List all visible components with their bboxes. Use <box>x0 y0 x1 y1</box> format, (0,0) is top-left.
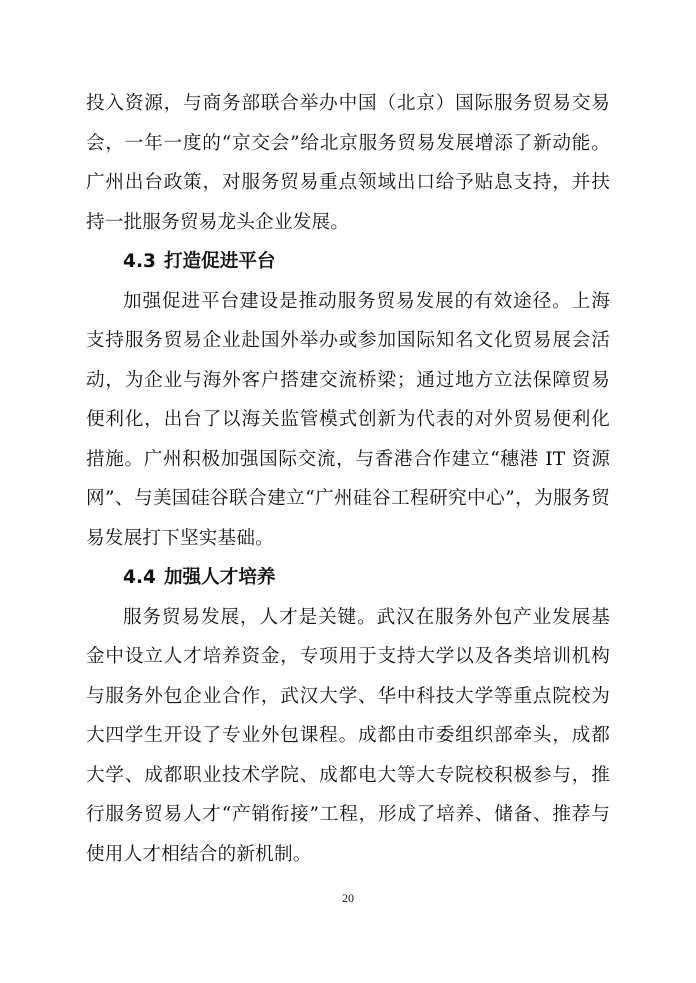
paragraph-talent: 服务贸易发展，人才是关键。武汉在服务外包产业发展基金中设立人才培养资金，专项用于支持大学以及各类培训机构与服务外包企业合作，武汉大学、华中科技大学等重点院校为大四学生开设了专业外包课程。成都由市委组织部牵头，成都大学、成都职业技术学院、成都电大等大专院校积极参与，推行服务贸易人才“产销衔接”工程，形成了培养、储备、推荐与使用人才相结合的新机制。 <box>86 606 610 865</box>
section-title: 打造促进平台 <box>163 251 276 272</box>
paragraph-continued: 投入资源，与商务部联合举办中国（北京）国际服务贸易交易会，一年一度的“京交会”给北京服务贸易发展增添了新动能。广州出台政策，对服务贸易重点领域出口给予贴息支持，并扶持一批服务贸易龙头企业发展。 <box>86 93 610 233</box>
document-body <box>86 84 610 874</box>
section-number: 4.4 <box>123 567 156 588</box>
page-number: 20 <box>342 891 354 905</box>
section-title: 加强人才培养 <box>163 567 276 588</box>
section-heading-4-4 <box>86 558 610 598</box>
paragraph-platform: 加强促进平台建设是推动服务贸易发展的有效途径。上海支持服务贸易企业赴国外举办或参加国际知名文化贸易展会活动，为企业与海外客户搭建交流桥梁；通过地方立法保障贸易便利化，出台了以海关监管模式创新为代表的对外贸易便利化措施。广州积极加强国际交流，与香港合作建立“穗港 IT 资源网”、与美国硅谷联合建立“广州硅谷工程研究中心”，为服务贸易发展打下坚实基础。 <box>86 290 610 549</box>
section-heading-4-3 <box>86 242 610 282</box>
section-number: 4.3 <box>123 251 156 272</box>
